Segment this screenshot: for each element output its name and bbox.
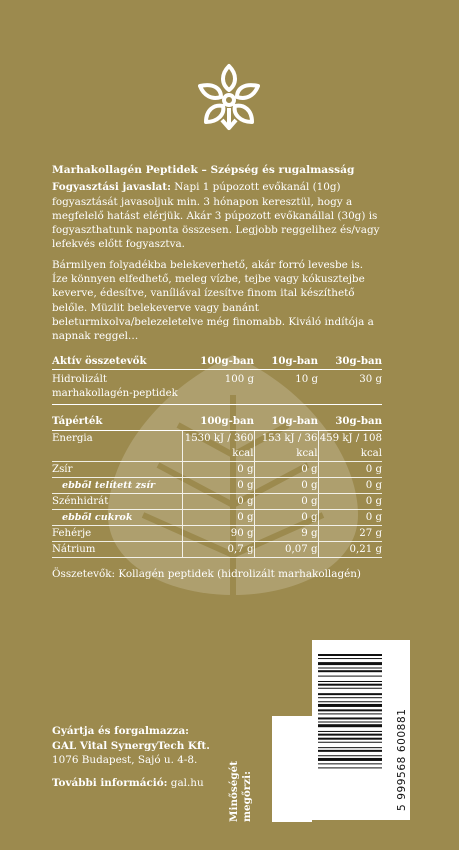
barcode-number: 5 999568 600881 — [396, 708, 408, 811]
best-before-line1: Minőségét — [228, 760, 240, 822]
barcode-bar — [318, 713, 382, 714]
table-cell-label: ebből telített zsír — [52, 477, 182, 493]
nutrition-rows — [52, 430, 382, 557]
best-before-text — [228, 710, 254, 822]
table-row — [52, 509, 382, 525]
flower-logo-icon — [194, 62, 264, 140]
barcode-bar — [318, 697, 382, 698]
info-label: További információ: — [52, 776, 168, 789]
table-cell: 153 kJ / 36 kcal — [254, 430, 318, 461]
product-title: Marhakollagén Peptidek – Szépség és rugalmasság — [52, 164, 355, 176]
barcode-bar — [318, 688, 382, 689]
company-name: GAL Vital SynergyTech Kft. — [52, 739, 210, 752]
manufacturer-info — [52, 724, 210, 790]
table-cell: 1530 kJ / 360 kcal — [182, 430, 254, 461]
barcode-bar — [318, 658, 382, 659]
info-line — [52, 776, 210, 791]
table-cell: 0 g — [254, 461, 318, 477]
label-content — [52, 163, 382, 587]
info-link[interactable]: gal.hu — [167, 776, 204, 789]
barcode-bar — [318, 724, 382, 727]
table-cell: 459 kJ / 108 kcal — [318, 430, 382, 461]
table-cell: 0 g — [318, 461, 382, 477]
table-cell: 0 g — [254, 477, 318, 493]
table-cell: 100 g — [182, 369, 254, 405]
ingredients-text: Összetevők: Kollagén peptidek (hidrolizált marhakollagén) — [52, 567, 361, 580]
table-cell-label: Nátrium — [52, 541, 182, 557]
table-row — [52, 525, 382, 541]
barcode-box — [312, 640, 410, 820]
barcode-bar — [318, 709, 382, 711]
best-before-date-box — [272, 716, 312, 822]
table-row — [52, 477, 382, 493]
barcode-bar — [318, 755, 382, 756]
description-paragraph: Bármilyen folyadékba belekeverhető, akár forró levesbe is. Íze könnyen elfedhető, meleg vízbe, tejbe vagy kókusztejbe keverve, édesítve, vaníliával ízesítve finom ital készíthető belőle. Müzlit belekeverve vagy banánt beleturmixolva/belezeletelve még finomabb. Kiváló indítója a napnak reggel… — [52, 258, 374, 343]
usage-label: Fogyasztási javaslat: — [52, 181, 171, 194]
barcode-bar — [318, 668, 382, 669]
barcode-bar — [318, 763, 382, 764]
barcode-icon — [318, 654, 382, 806]
table-header-cell: 10g-ban — [254, 414, 318, 430]
table-cell: 10 g — [254, 369, 318, 405]
table-cell: 0,7 g — [182, 541, 254, 557]
barcode-bar — [318, 662, 382, 665]
table-cell: 0 g — [182, 477, 254, 493]
spacer — [52, 768, 210, 776]
barcode-bar — [318, 654, 382, 656]
table-header-cell: 30g-ban — [318, 354, 382, 370]
barcode-bar — [318, 676, 382, 677]
barcode-bar — [318, 681, 382, 682]
barcode-bar — [318, 684, 382, 686]
table-cell: 0 g — [182, 493, 254, 509]
best-before-label — [228, 710, 272, 822]
table-row — [52, 493, 382, 509]
table-cell: 0 g — [318, 477, 382, 493]
table-cell-label: Szénhidrát — [52, 493, 182, 509]
table-header-cell: 30g-ban — [318, 414, 382, 430]
barcode-bar — [318, 670, 382, 672]
table-cell-label: Fehérje — [52, 525, 182, 541]
barcode-bar — [318, 767, 382, 768]
table-cell: 0 g — [182, 509, 254, 525]
table-cell-label: ebből cukrok — [52, 509, 182, 525]
barcode-bar — [318, 750, 382, 752]
table-cell: 0 g — [318, 493, 382, 509]
company-address: 1076 Budapest, Sajó u. 4-8. — [52, 754, 198, 767]
table-row — [52, 369, 382, 405]
barcode-bar — [318, 758, 382, 761]
table-cell: 0 g — [182, 461, 254, 477]
barcode-bar — [318, 722, 382, 723]
table-cell: 0,07 g — [254, 541, 318, 557]
maker-label: Gyártja és forgalmazza: — [52, 725, 190, 737]
table-cell-label: Zsír — [52, 461, 182, 477]
table-row — [52, 461, 382, 477]
table-header-cell: Aktív összetevők — [52, 354, 182, 370]
table-header-cell: 10g-ban — [254, 354, 318, 370]
table-cell: 30 g — [318, 369, 382, 405]
barcode-bar — [318, 747, 382, 748]
table-cell-label: Energia — [52, 430, 182, 461]
active-ingredients-table — [52, 354, 382, 406]
table-cell: 0 g — [254, 509, 318, 525]
best-before-line2: megőrzi: — [241, 771, 253, 822]
table-cell: 0 g — [254, 493, 318, 509]
barcode-bar — [318, 701, 382, 702]
table-cell: 90 g — [182, 525, 254, 541]
barcode-bar — [318, 731, 382, 732]
usage-text: Napi 1 púpozott evőkanál (10g) fogyasztását javasoljuk min. 3 hónapon keresztül, hogy a megfelelő hatást elérjük. Akár 3 púpozott evőkanállal (30g) is fogyaszthatunk naponta összesen. Legjobb reggelihez és/vagy lefekvés előtt fogyasztva. — [52, 181, 380, 251]
table-header-row — [52, 354, 382, 370]
table-row — [52, 541, 382, 557]
table-cell: 0 g — [318, 509, 382, 525]
barcode-bar — [318, 734, 382, 736]
table-row — [52, 430, 382, 461]
table-header-cell: Tápérték — [52, 414, 182, 430]
table-cell-label: Hidrolizált marhakollagén-peptidek — [52, 369, 182, 405]
nutrition-table — [52, 414, 382, 557]
table-cell: 9 g — [254, 525, 318, 541]
barcode-bar — [318, 742, 382, 743]
barcode-bar — [318, 693, 382, 695]
usage-paragraph — [52, 180, 382, 251]
barcode-bar — [318, 704, 382, 707]
table-cell: 27 g — [318, 525, 382, 541]
barcode-bar — [318, 717, 382, 719]
table-header-row — [52, 414, 382, 430]
table-cell: 0,21 g — [318, 541, 382, 557]
table-header-cell: 100g-ban — [182, 354, 254, 370]
table-header-cell: 100g-ban — [182, 414, 254, 430]
barcode-bar — [318, 738, 382, 740]
